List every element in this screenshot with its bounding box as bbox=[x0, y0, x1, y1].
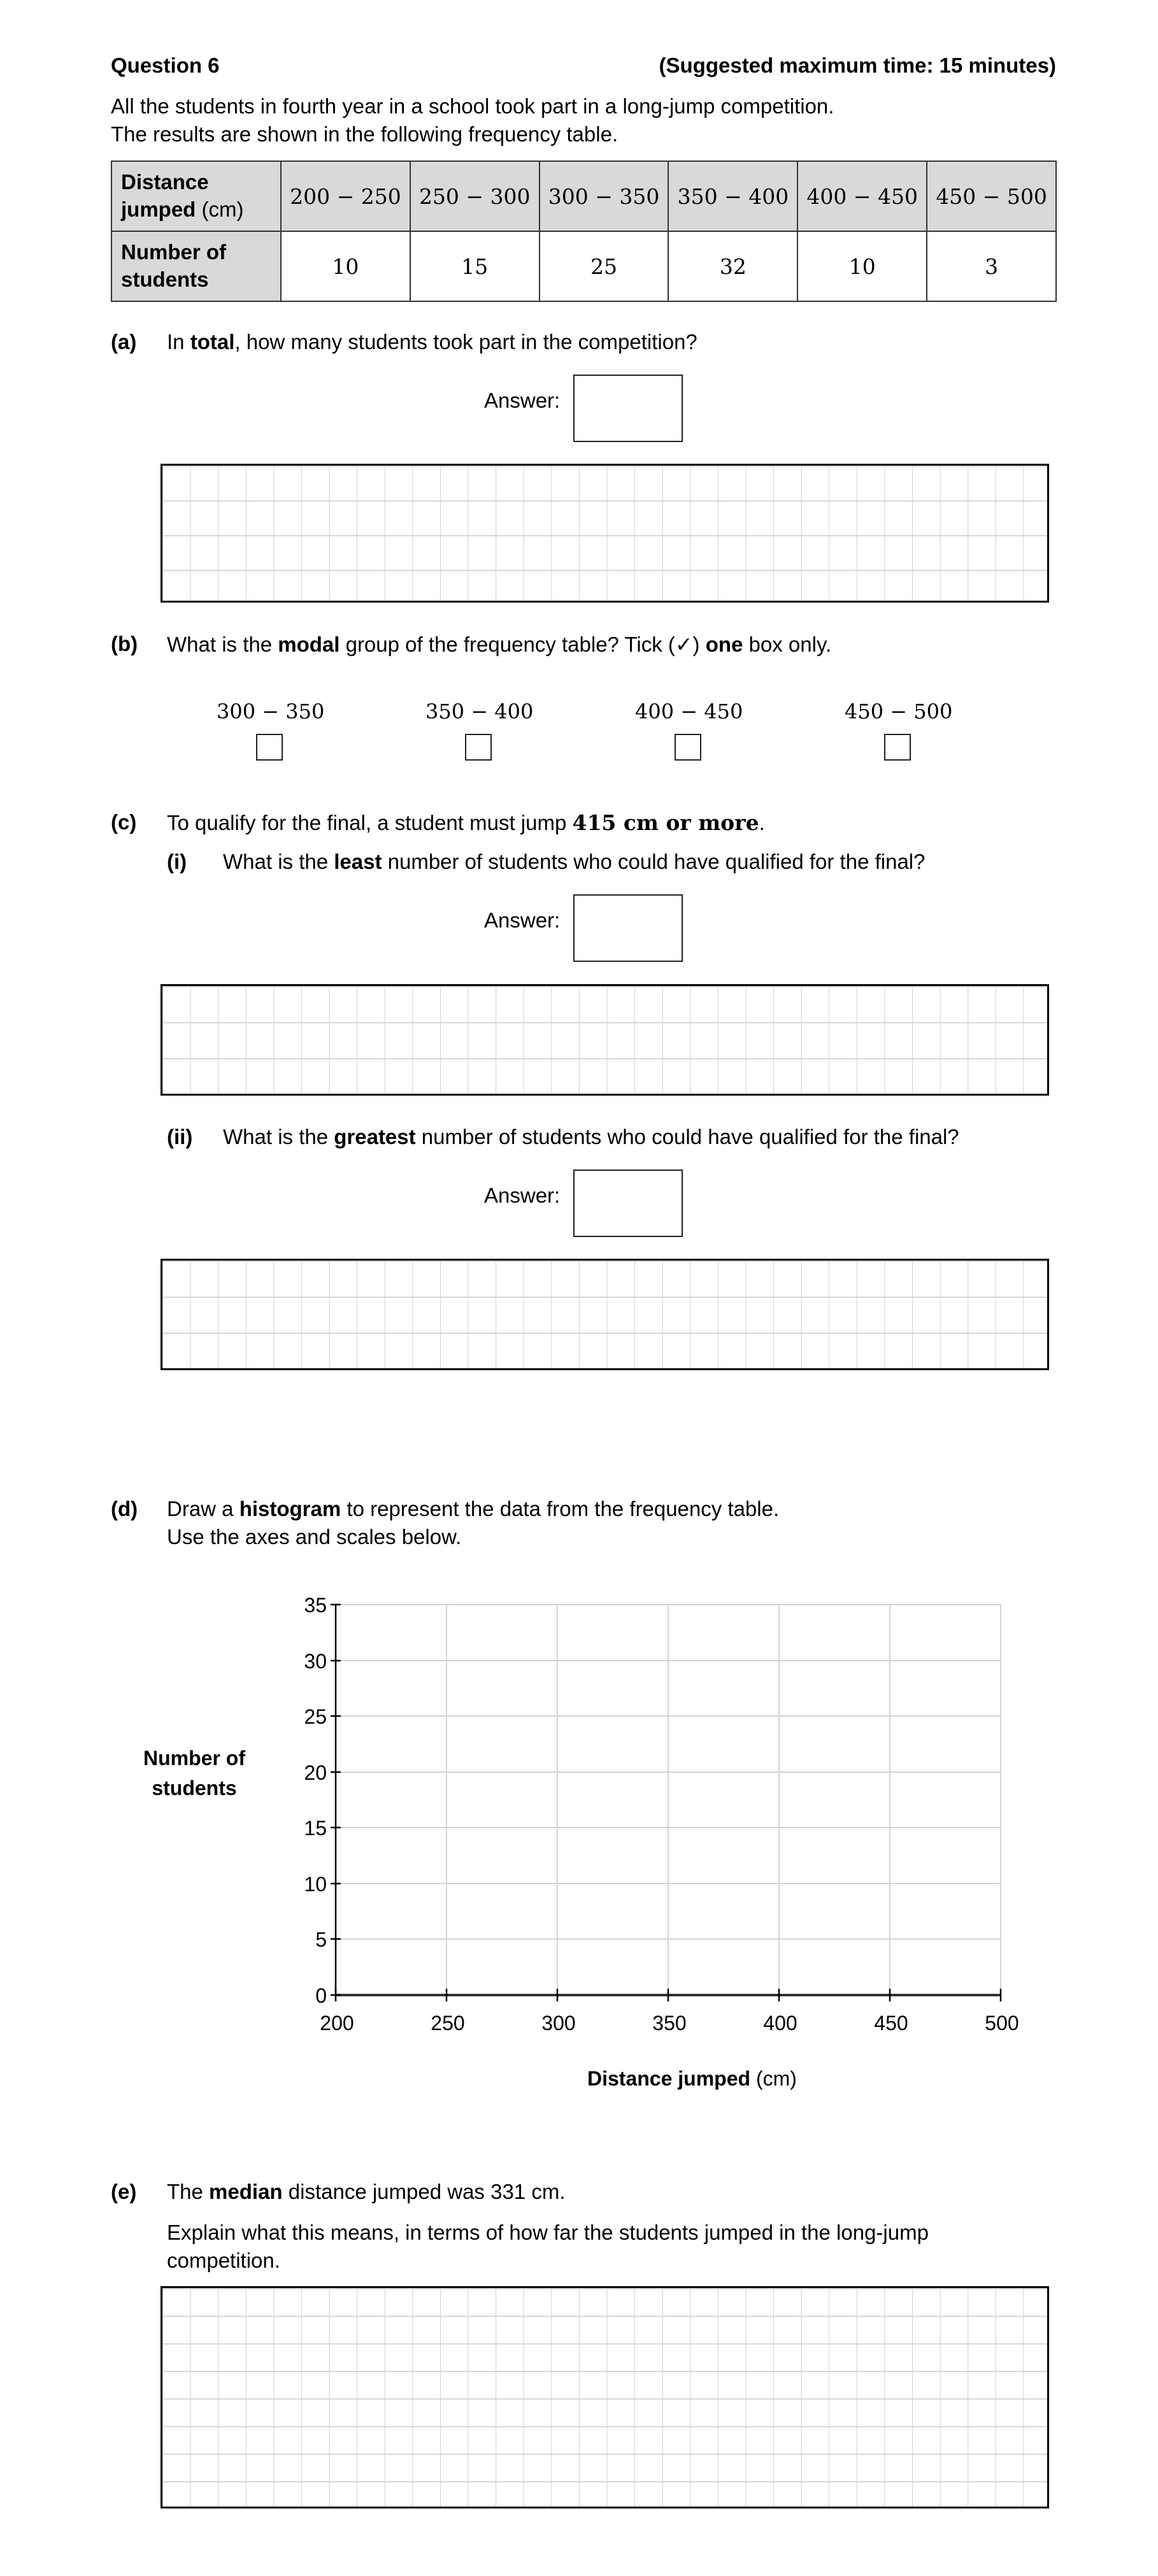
part-d-question: Draw a histogram to represent the data from the frequency table. bbox=[167, 1497, 780, 1521]
row-header-distance: Distance jumped (cm) bbox=[111, 161, 281, 231]
option-label: 400 − 450 bbox=[635, 699, 743, 724]
count-cell: 10 bbox=[281, 231, 410, 301]
x-tick-label: 400 bbox=[763, 2012, 797, 2035]
y-tick-label: 15 bbox=[304, 1817, 327, 1840]
count-cell: 3 bbox=[927, 231, 1056, 301]
part-e-question-line-2: competition. bbox=[167, 2249, 280, 2272]
y-tick-label: 25 bbox=[304, 1705, 327, 1728]
part-b-question: What is the modal group of the frequency table? Tick (✓) one box only. bbox=[167, 633, 832, 656]
interval-cell: 400 − 450 bbox=[797, 161, 927, 231]
part-c-ii-question: What is the greatest number of students who could have qualified for the final? bbox=[223, 1125, 959, 1148]
x-tick-label: 200 bbox=[320, 2012, 354, 2035]
part-b-label: (b) bbox=[111, 632, 138, 655]
question-label: Question 6 bbox=[111, 54, 220, 77]
interval-cell: 350 − 400 bbox=[668, 161, 797, 231]
answer-label: Answer: bbox=[484, 908, 561, 932]
count-cell: 15 bbox=[410, 231, 540, 301]
part-d-label: (d) bbox=[111, 1497, 138, 1521]
part-c-question: To qualify for the final, a student must jump 415 cm or more. bbox=[167, 810, 765, 835]
interval-cell: 250 − 300 bbox=[410, 161, 540, 231]
part-c-i-question: What is the least number of students who could have qualified for the final? bbox=[223, 850, 926, 873]
part-a-label: (a) bbox=[111, 330, 137, 354]
answer-label: Answer: bbox=[484, 1184, 561, 1207]
y-tick-label: 10 bbox=[304, 1873, 327, 1896]
part-e-label: (e) bbox=[111, 2180, 137, 2203]
time-note: (Suggested maximum time: 15 minutes) bbox=[659, 54, 1056, 77]
x-tick-label: 450 bbox=[874, 2012, 908, 2035]
option-label: 450 − 500 bbox=[845, 699, 953, 724]
x-tick-label: 500 bbox=[985, 2012, 1019, 2035]
y-axis-label: Number of students bbox=[143, 1747, 245, 1800]
option-label: 300 − 350 bbox=[217, 699, 325, 724]
vertical-gridlines bbox=[447, 1605, 1001, 1995]
row-header-count: Number of students bbox=[111, 231, 281, 301]
option-label: 350 − 400 bbox=[425, 699, 534, 724]
y-tick-label: 5 bbox=[315, 1928, 327, 1951]
interval-cell: 300 − 350 bbox=[540, 161, 669, 231]
interval-cell: 200 − 250 bbox=[281, 161, 410, 231]
x-tick-label: 350 bbox=[652, 2012, 687, 2035]
y-tick-label: 0 bbox=[315, 1984, 327, 2007]
y-tick-label: 20 bbox=[304, 1761, 327, 1784]
count-cell: 32 bbox=[668, 231, 797, 301]
part-c-i-label: (i) bbox=[167, 850, 187, 873]
part-a-question: In total, how many students took part in the competition? bbox=[167, 330, 697, 354]
intro-line-1: All the students in fourth year in a school took part in a long-jump competition. bbox=[111, 94, 834, 118]
count-cell: 10 bbox=[797, 231, 927, 301]
answer-label: Answer: bbox=[484, 389, 561, 412]
part-e-question-line-1: Explain what this means, in terms of how far the students jumped in the long-jump bbox=[167, 2221, 929, 2244]
y-tick-label: 35 bbox=[304, 1594, 327, 1617]
count-cell: 25 bbox=[540, 231, 669, 301]
part-c-label: (c) bbox=[111, 810, 137, 834]
part-d-instruction: Use the axes and scales below. bbox=[167, 1525, 462, 1549]
x-axis-label: Distance jumped (cm) bbox=[587, 2067, 797, 2090]
x-tick-label: 250 bbox=[431, 2012, 465, 2035]
part-c-ii-label: (ii) bbox=[167, 1125, 193, 1148]
interval-cell: 450 − 500 bbox=[927, 161, 1056, 231]
part-e-statement: The median distance jumped was 331 cm. bbox=[167, 2180, 566, 2203]
intro-line-2: The results are shown in the following frequency table. bbox=[111, 122, 618, 146]
y-tick-label: 30 bbox=[304, 1650, 327, 1673]
part-e-working-grid[interactable] bbox=[161, 2286, 1049, 2508]
x-tick-label: 300 bbox=[541, 2012, 576, 2035]
